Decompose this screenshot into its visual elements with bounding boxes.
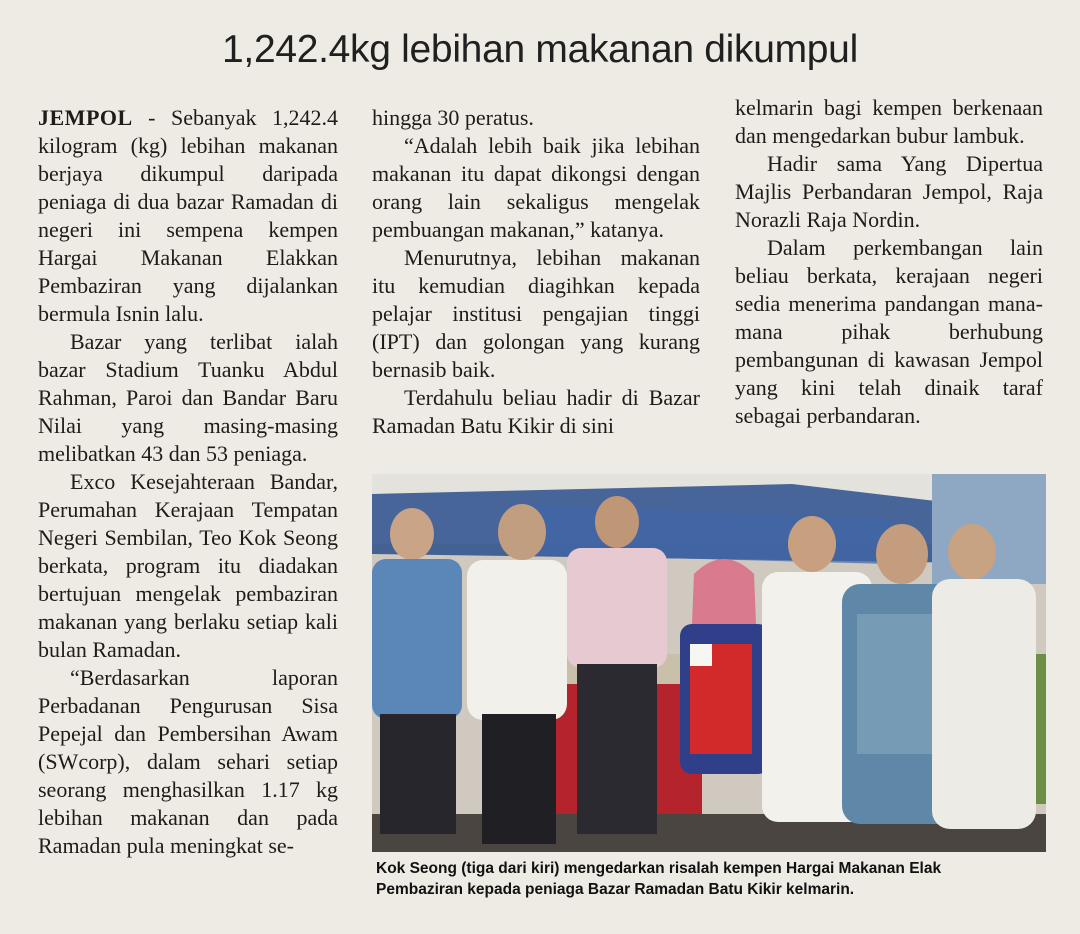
paragraph: hingga 30 peratus. (372, 105, 534, 130)
paragraph: Exco Kesejahteraan Bandar, Perumahan Kerajaan Tempatan Negeri Sembilan, Teo Kok Seong berkata, program itu diadakan bertujuan mengelak pembaziran makanan yang berlaku setiap kali bulan Ramadan. (38, 469, 338, 662)
paragraph: Menurutnya, lebihan makanan itu kemudian diagihkan kepada pelajar institusi pengajian tinggi (IPT) dan golongan yang kurang bernasib baik. (372, 245, 700, 382)
news-photo (372, 474, 1046, 852)
article-column-3 (735, 94, 1043, 430)
paragraph: Dalam perkembangan lain beliau berkata, kerajaan negeri sedia menerima pandangan mana-mana pihak berhubung pembangunan di kawasan Jempol yang kini telah dinaik taraf sebagai perbandaran. (735, 235, 1043, 428)
dateline: JEMPOL (38, 105, 133, 130)
photo-caption (376, 858, 1056, 900)
paragraph: Terdahulu beliau hadir di Bazar Ramadan Batu Kikir di sini (372, 385, 700, 438)
caption-line: Pembaziran kepada peniaga Bazar Ramadan Batu Kikir kelmarin. (376, 881, 855, 898)
headline: 1,242.4kg lebihan makanan dikumpul (222, 28, 858, 71)
caption-line: Kok Seong (tiga dari kiri) mengedarkan risalah kempen Hargai Makanan Elak (376, 860, 942, 877)
paragraph (38, 104, 338, 328)
paragraph: Hadir sama Yang Dipertua Majlis Perbandaran Jempol, Raja Norazli Raja Nordin. (735, 151, 1043, 232)
paragraph: “Adalah lebih baik jika lebihan makanan itu dapat dikongsi dengan orang lain sekaligus mengelak pembuangan makanan,” katanya. (372, 133, 700, 242)
paragraph: “Berdasarkan laporan Perbadanan Pengurusan Sisa Pepejal dan Pembersihan Awam (SWcorp), dalam sehari setiap seorang menghasilkan 1.17 kg lebihan makanan dan pada Ramadan pula meningkat se- (38, 665, 338, 858)
paragraph: Bazar yang terlibat ialah bazar Stadium Tuanku Abdul Rahman, Paroi dan Bandar Baru Nilai yang masing-masing melibatkan 43 dan 53 peniaga. (38, 329, 338, 466)
article-column-1 (38, 104, 338, 860)
article-column-2 (372, 104, 700, 440)
paragraph-text: - Sebanyak 1,242.4 kilogram (kg) lebihan makanan berjaya dikumpul daripada peniaga di dua bazar Ramadan di negeri ini sempena kempen Hargai Makanan Elakkan Pembaziran yang dijalankan bermula Isnin lalu. (38, 105, 338, 326)
paragraph: kelmarin bagi kempen berkenaan dan mengedarkan bubur lambuk. (735, 95, 1043, 148)
